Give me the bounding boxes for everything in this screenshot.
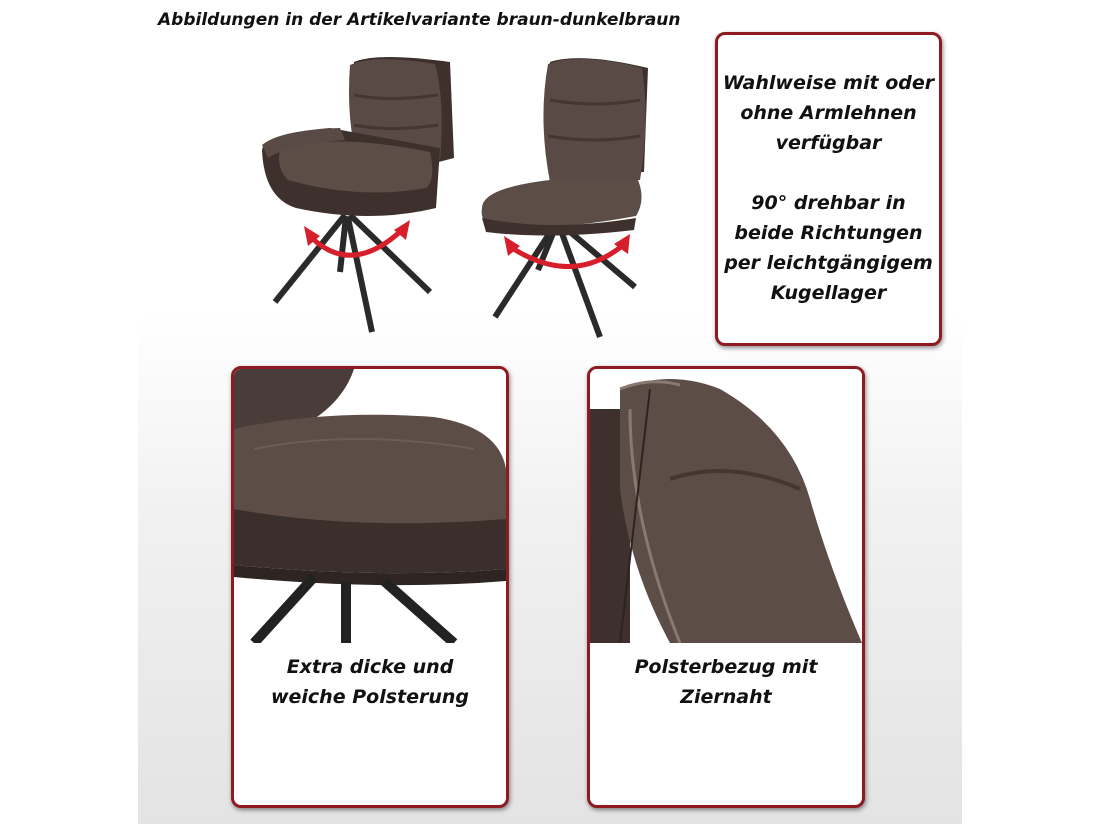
chairs-illustration [250,40,670,350]
feature-caption-padding [234,652,506,712]
caption-line: weiche Polsterung [270,686,470,708]
info-line: Wahlweise mit oder [722,72,935,94]
page-title: Abbildungen in der Artikelvariante braun-dunkelbraun [158,10,681,30]
info-line: beide Richtungen [734,222,923,244]
seat-padding-closeup-image [234,369,506,643]
info-line: verfügbar [775,132,882,154]
caption-line: Ziernaht [680,686,772,708]
armchair-with-armrests [262,57,454,332]
info-box-features [715,32,942,346]
caption-line: Polsterbezug mit [634,656,818,678]
feature-box-padding [231,366,509,808]
chair-without-armrests [482,58,648,337]
info-line: ohne Armlehnen [740,102,917,124]
caption-line: Extra dicke und [286,656,454,678]
info-line: per leichtgängigem [724,252,933,274]
info-line: Kugellager [770,282,887,304]
info-line-spacer [718,158,939,188]
info-line: 90° drehbar in [751,192,906,214]
decorative-stitching-closeup-image [590,369,862,643]
feature-caption-stitching [590,652,862,712]
feature-box-stitching [587,366,865,808]
